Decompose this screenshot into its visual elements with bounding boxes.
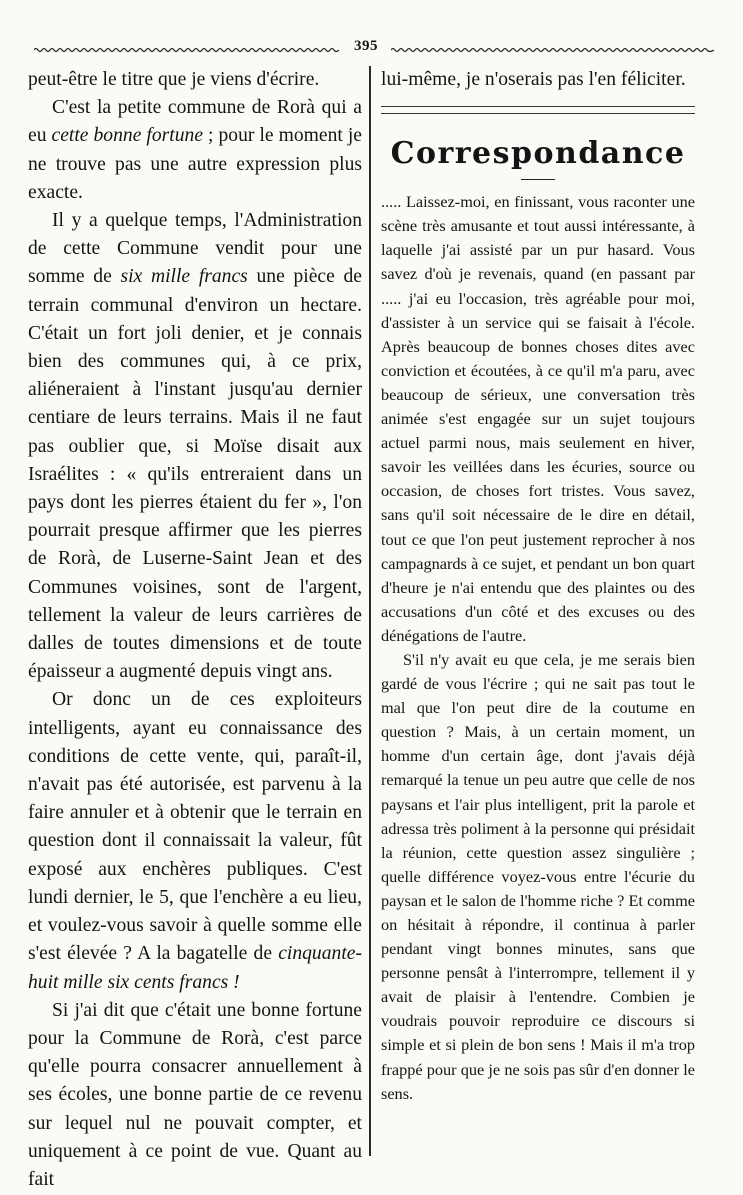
text-run: une pièce de terrain communal d'environ un hectare. C'était un fort joli denier, et je connais bien des communes qui, à ce prix, aliéneraient à l'instant jusqu'au dernier centiare de leurs terrains. Mais il ne faut pas oublier que, si Moïse disait aux Israélites : « qu'ils entreraient dans un pays dont les pierres étaient du fer », l'on pourrait presque affirmer que les pierres de Rorà, de Luserne-Saint Jean et des Communes voisines, sont de l'argent, tellement la valeur de leurs carrières de dalles de toutes dimensions et de toute épaisseur a augmenté depuis vingt ans. — [28, 266, 363, 683]
header-wavy-rule-left — [34, 47, 339, 53]
text-run: C'est la petite commune de Rorà qui a eu — [28, 97, 362, 147]
text-run: Il y a quelque temps, l'Administration de cette Commune vendit pour une somme de — [28, 210, 362, 288]
page-header — [34, 38, 714, 58]
page-number: 395 — [354, 38, 378, 54]
left-column — [28, 66, 362, 1194]
text-run: ; pour le moment je ne trouve pas une autre expression plus exacte. — [28, 125, 362, 203]
header-wavy-rule-right — [391, 47, 714, 53]
section-title: Correspondance — [390, 136, 686, 172]
left-paragraph-3 — [28, 207, 362, 686]
continuation-paragraph: lui-même, je n'oserais pas l'en féliciter. — [381, 69, 686, 90]
text-run: Or donc un de ces exploiteurs intelligents, ayant eu connaissance des conditions de cette vente, qui, paraît-il, n'avait pas été autorisée, est parvenu à la faire annuler et à obtenir que le terrain en question dont il connaissait la valeur, fût exposé aux enchères publiques. C'est lundi dernier, le 5, que l'enchère a eu lieu, et voulez-vous savoir à quelle somme elle s'est élevée ? A la bagatelle de — [28, 689, 362, 965]
right-column — [381, 66, 695, 1106]
emphasis-text: cette bonne fortune — [51, 125, 204, 147]
right-top-continuation — [381, 66, 695, 94]
left-paragraph-1: peut-être le titre que je viens d'écrire. — [28, 69, 320, 90]
section-double-rule — [381, 106, 695, 114]
left-paragraph-4 — [28, 686, 362, 996]
title-short-rule — [521, 179, 555, 180]
emphasis-text: six mille francs — [120, 266, 248, 288]
correspondance-body — [381, 190, 695, 1106]
left-paragraph-5: Si j'ai dit que c'était une bonne fortune pour la Commune de Rorà, c'est parce qu'elle pourra consacrer annuellement à ses écoles, une bonne partie de ce revenu sur lequel nul ne pouvait compter, et uniquement à ce point de vue. Quant au fait — [28, 999, 362, 1190]
correspondance-paragraph-1: ..... Laissez-moi, en finissant, vous raconter une scène très amusante et tout aussi intéressante, à laquelle j'ai assisté par un pur hasard. Vous savez d'où je revenais, quand (en passant par ..... j'ai eu l'occasion, très agréable pour moi, d'assister à un service qui se faisait à l'école. Après beaucoup de bonnes choses dites avec conviction et écoutées, à ce qu'il m'a paru, avec beaucoup de sérieux, une conversation très animée s'est engagée sur un sujet toujours actuel parmi nous, mais seulement en hiver, savoir les veillées dans les écuries, source ou occasion, de choses fort tristes. Vous savez, sans qu'il soit nécessaire de le dire en détail, tout ce que l'on peut justement reprocher à nos campagnards à ce sujet, et pendant un bon quart d'heure je n'ai entendu que des plaintes ou des accusations d'un côté et des excuses ou des dénégations de l'autre. — [381, 192, 695, 645]
emphasis-text: cinquante-huit mille six cents francs ! — [28, 943, 362, 993]
left-paragraph-2 — [28, 94, 362, 207]
column-divider — [369, 66, 371, 1156]
correspondance-paragraph-2: S'il n'y avait eu que cela, je me serais bien gardé de vous l'écrire ; qui ne sait pas tout le mal que l'on peut dire de la coutume en question ? Mais, à un certain moment, un homme d'un certain âge, dont j'avais déjà remarqué la tenue un peu autre que celle de nos paysans et l'air plus intelligent, prit la parole et adressa très poliment à la personne qui présidait la réunion, cette question assez singulière ; quelle différence voyez-vous entre l'écurie du paysan et le salon de l'homme riche ? Et comme on hésitait à répondre, il continua à parler pendant vingt bonnes minutes, sans que personne pensât à l'interrompre, tellement il y avait de plaisir à l'entendre. Combien je voudrais pouvoir reproduire ce discours si simple et si plein de bon sens ! Mais il m'a trop frappé pour que je ne sois pas sûr d'en donner le sens. — [381, 649, 695, 1103]
